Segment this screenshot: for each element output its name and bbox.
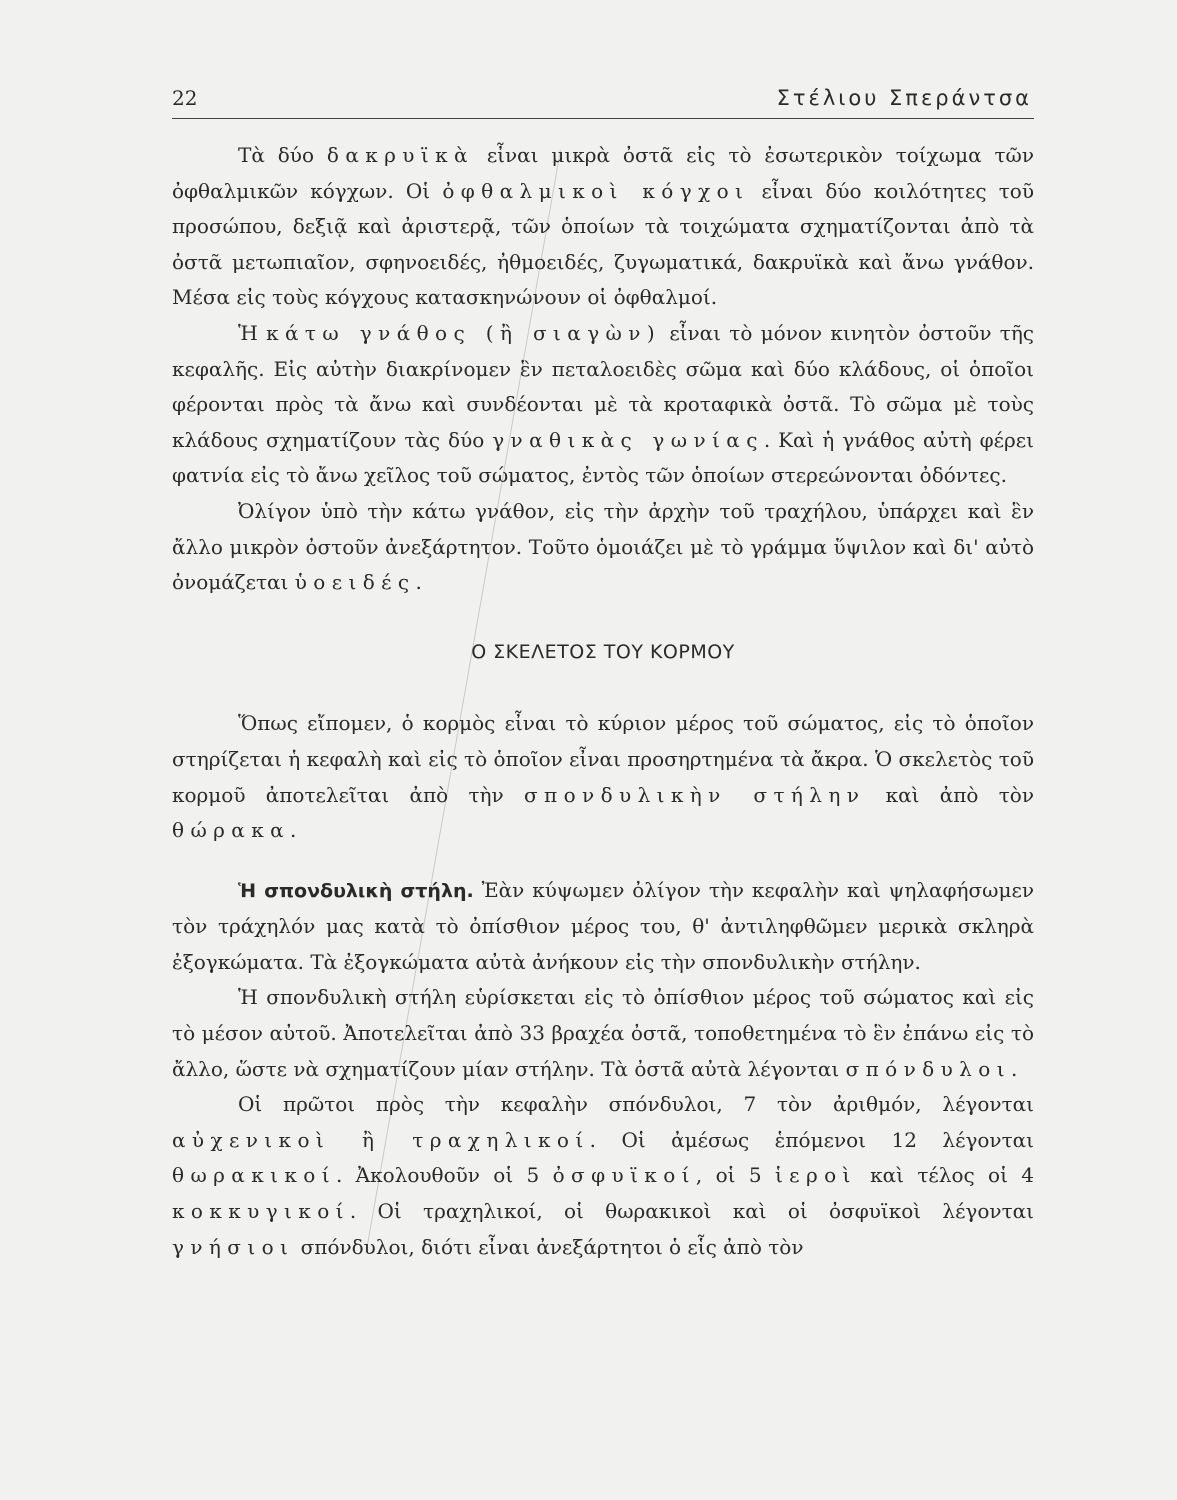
paragraph-trunk: Ὅπως εἴπομεν, ὁ κορμὸς εἶναι τὸ κύριον μέρος τοῦ σώματος, εἰς τὸ ὁποῖον στηρίζεται ἡ κεφαλὴ καὶ εἰς τὸ ὁποῖον εἶναι προσηρτημένα τὰ ἄκρα. Ὁ σκελετὸς τοῦ κορμοῦ ἀποτελεῖται ἀπὸ τὴν σπονδυλικὴν στήλην καὶ ἀπὸ τὸν θώρακα. <box>172 711 1035 843</box>
paragraph-gap <box>172 849 1034 873</box>
spaced-term: κοκκυγικοί <box>172 1199 350 1224</box>
spaced-term: γνήσιοι <box>172 1234 295 1259</box>
spaced-term: γναθικὰς γωνίας <box>492 427 764 452</box>
spaced-term: θώρακα <box>172 818 291 843</box>
page-number: 22 <box>172 86 198 110</box>
spaced-term: ἱεροὶ <box>774 1163 857 1188</box>
spaced-term: σπονδυλικὴν στήλην <box>523 782 866 807</box>
section-heading: Ο ΣΚΕΛΕΤΟΣ ΤΟΥ ΚΟΡΜΟΥ <box>471 640 735 663</box>
spaced-term: θωρακικοί <box>172 1163 336 1188</box>
body-text <box>172 138 1034 1265</box>
page-header <box>172 86 1034 119</box>
spaced-term: αὐχενικοὶ ἢ τραχηλικοί <box>172 1127 590 1152</box>
paragraph-spine-structure: Ἡ σπονδυλικὴ στήλη εὑρίσκεται εἰς τὸ ὀπίσθιον μέρος τοῦ σώματος καὶ εἰς τὸ μέσον αὐτοῦ. Ἀποτελεῖται ἀπὸ 33 βραχέα ὀστᾶ, τοποθετημένα τὸ ἓν ἐπάνω εἰς τὸ ἄλλο, ὥστε νὰ σχηματίζουν μίαν στήλην. Τὰ ὀστᾶ αὐτὰ λέγονται σπόνδυλοι. <box>172 985 1034 1081</box>
running-title: Στέλιου Σπεράντσα <box>776 86 1032 110</box>
paragraph-lacrimal-orbits: Τὰ δύο δακρυϊκὰ εἶναι μικρὰ ὀστᾶ εἰς τὸ ἐσωτερικὸν τοίχωμα τῶν ὀφθαλμικῶν κόγχων. Οἱ ὀφθαλμικοὶ κόγχοι εἶναι δύο κοιλότητες τοῦ προσώπου, δεξιᾷ καὶ ἀριστερᾷ, τῶν ὁποίων τὰ τοιχώματα σχηματίζονται ἀπὸ τὰ ὀστᾶ μετωπιαῖον, σφηνοειδές, ἠθμοειδές, ζυγωματικά, δακρυϊκὰ καὶ ἄνω γνάθον. Μέσα εἰς τοὺς κόγχους κατασκηνώνουν οἱ ὀφθαλμοί. <box>172 143 1035 310</box>
spaced-term: ὀσφυϊκοί <box>552 1163 696 1188</box>
paragraph-spine-intro: Ἡ σπονδυλικὴ στήλη. Ἐὰν κύψωμεν ὀλίγον τὴν κεφαλὴν καὶ ψηλαφήσωμεν τὸν τράχηλόν μας κατὰ τὸ ὀπίσθιον μέρος του, θ' ἀντιληφθῶμεν μερικὰ σκληρὰ ἐξογκώματα. Τὰ ἐξογκώματα αὐτὰ ἀνήκουν εἰς τὴν σπονδυλικὴν στήλην. <box>172 877 1034 974</box>
spaced-term: κάτω γνάθος (ἢ σιαγὼν) <box>266 320 662 345</box>
paragraph-mandible: Ἡ κάτω γνάθος (ἢ σιαγὼν) εἶναι τὸ μόνον κινητὸν ὀστοῦν τῆς κεφαλῆς. Εἰς αὐτὴν διακρίνομεν ἓν πεταλοειδὲς σῶμα καὶ δύο κλάδους, οἱ ὁποῖοι φέρονται πρὸς τὰ ἄνω καὶ συνδέονται μὲ τὰ κροταφικὰ ὀστᾶ. Τὸ σῶμα μὲ τοὺς κλάδους σχηματίζουν τὰς δύο γναθικὰς γωνίας. Καὶ ἡ γνάθος αὐτὴ φέρει φατνία εἰς τὸ ἄνω χεῖλος τοῦ σώματος, ἐντὸς τῶν ὁποίων στερεώνονται ὀδόντες. <box>172 320 1034 488</box>
paragraph-hyoid: Ὀλίγον ὑπὸ τὴν κάτω γνάθον, εἰς τὴν ἀρχὴν τοῦ τραχήλου, ὑπάρχει καὶ ἓν ἄλλο μικρὸν ὀστοῦν ἀνεξάρτητον. Τοῦτο ὁμοιάζει μὲ τὸ γράμμα ὕψιλον καὶ δι' αὐτὸ ὀνομάζεται ὑοειδές. <box>172 498 1034 595</box>
spaced-term: δακρυϊκὰ <box>326 143 474 167</box>
paragraph-vertebrae-types: Οἱ πρῶτοι πρὸς τὴν κεφαλὴν σπόνδυλοι, 7 τὸν ἀριθμόν, λέγονται αὐχενικοὶ ἢ τραχηλικοί. Οἱ ἀμέσως ἑπόμενοι 12 λέγονται θωρακικοί. Ἀκολουθοῦν οἱ 5 ὀσφυϊκοί, οἱ 5 ἱεροὶ καὶ τέλος οἱ 4 κοκκυγικοί. Οἱ τραχηλικοί, οἱ θωρακικοὶ καὶ οἱ ὀσφυϊκοὶ λέγονται γνήσιοι σπόνδυλοι, διότι εἶναι ἀνεξάρτητοι ὁ εἷς ἀπὸ τὸν <box>172 1092 1035 1259</box>
spaced-term: ὀφθαλμικοὶ κόγχοι <box>442 178 750 203</box>
spaced-term: ὑοειδές <box>294 570 416 595</box>
bold-subheading: Ἡ σπονδυλικὴ στήλη. <box>238 879 474 902</box>
spaced-term: σπόνδυλοι <box>845 1056 1011 1081</box>
